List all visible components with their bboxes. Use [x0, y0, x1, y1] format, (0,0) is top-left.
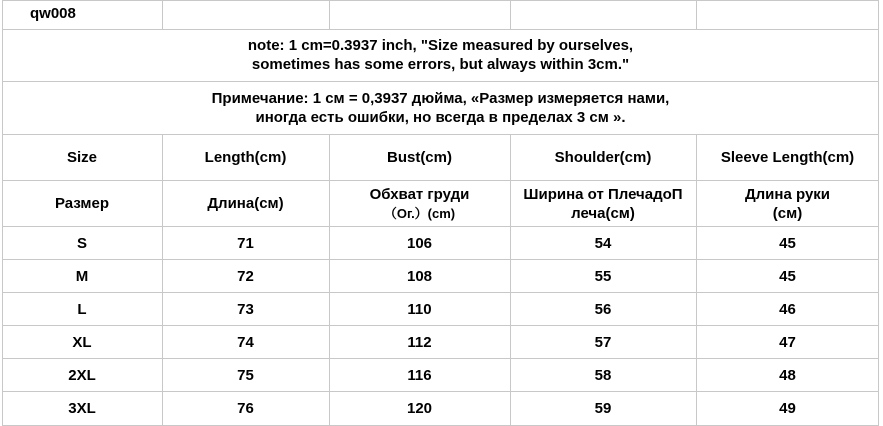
cell-length: 75 [237, 366, 254, 384]
cell-sleeve-length: 45 [779, 234, 796, 252]
cell-bust: 106 [406, 234, 433, 252]
header-sleeve-length: Sleeve Length(cm) [720, 149, 855, 166]
cell-length: 74 [237, 333, 254, 351]
cell-shoulder: 56 [594, 300, 612, 318]
cell-size: 3XL [68, 400, 96, 417]
code-row [2, 0, 879, 30]
note-en-row [2, 29, 879, 82]
table-row [2, 227, 879, 260]
cell-bust: 116 [407, 366, 432, 384]
table-row [2, 392, 879, 426]
header-en-row [2, 135, 879, 181]
header-ru-row [2, 181, 879, 227]
note-en-line-2: sometimes has some errors, but always within 3cm." [251, 56, 630, 73]
cell-bust: 120 [406, 400, 433, 417]
header-ru-sleeve-length [696, 181, 879, 226]
table-row [2, 293, 879, 326]
cell-sleeve-length: 45 [779, 267, 796, 285]
header-ru-length-line-1: Длина(см) [207, 195, 284, 212]
cell-length: 73 [237, 300, 254, 318]
cell-bust: 110 [407, 300, 432, 318]
header-ru-length [162, 181, 329, 226]
cell-shoulder: 55 [594, 267, 612, 285]
cell-size: 2XL [68, 366, 96, 384]
note-ru-line-1: Примечание: 1 см = 0,3937 дюйма, «Размер измеряется нами, [211, 90, 670, 107]
note-en [2, 29, 879, 81]
cell-shoulder: 59 [594, 400, 612, 417]
header-ru-shoulder-line-1: Ширина от ПлечадоП [523, 185, 683, 203]
header-ru-size [2, 181, 162, 226]
header-ru-size-line-1: Размер [54, 195, 110, 212]
header-size: Size [66, 149, 97, 166]
cell-shoulder: 57 [594, 333, 612, 351]
cell-bust: 112 [407, 333, 432, 351]
header-ru-bust [329, 181, 510, 226]
cell-shoulder: 54 [594, 234, 612, 252]
header-ru-bust-line-2: （Ог.）(cm) [383, 205, 456, 221]
cell-sleeve-length: 46 [779, 300, 796, 318]
cell-shoulder: 58 [594, 366, 612, 384]
header-ru-shoulder [510, 181, 696, 226]
header-ru-shoulder-line-2: леча(см) [571, 204, 635, 222]
header-length: Length(cm) [204, 149, 287, 166]
header-ru-sleeve-line-1: Длина руки [744, 185, 831, 203]
note-ru-row [2, 82, 879, 135]
cell-sleeve-length: 48 [779, 366, 796, 384]
header-ru-sleeve-line-2: (см) [772, 204, 803, 222]
note-en-line-1: note: 1 cm=0.3937 inch, "Size measured by ourselves, [247, 37, 634, 54]
cell-bust: 108 [406, 267, 433, 285]
cell-length: 71 [237, 234, 254, 252]
table-row [2, 260, 879, 293]
header-shoulder: Shoulder(cm) [554, 149, 652, 166]
cell-size: S [76, 234, 87, 252]
product-code: qw008 [30, 5, 76, 22]
table-row [2, 359, 879, 392]
cell-size: L [77, 300, 87, 318]
header-ru-bust-line-1: Обхват груди [369, 185, 470, 203]
cell-sleeve-length: 49 [779, 400, 796, 417]
cell-length: 72 [237, 267, 254, 285]
table-row [2, 326, 879, 359]
cell-sleeve-length: 47 [779, 333, 796, 351]
header-bust: Bust(cm) [386, 149, 452, 166]
cell-size: M [75, 267, 89, 285]
note-ru-line-2: иногда есть ошибки, но всегда в пределах 3 см ». [255, 109, 626, 126]
cell-size: XL [72, 333, 92, 351]
cell-length: 76 [237, 400, 254, 417]
note-ru [2, 82, 879, 134]
